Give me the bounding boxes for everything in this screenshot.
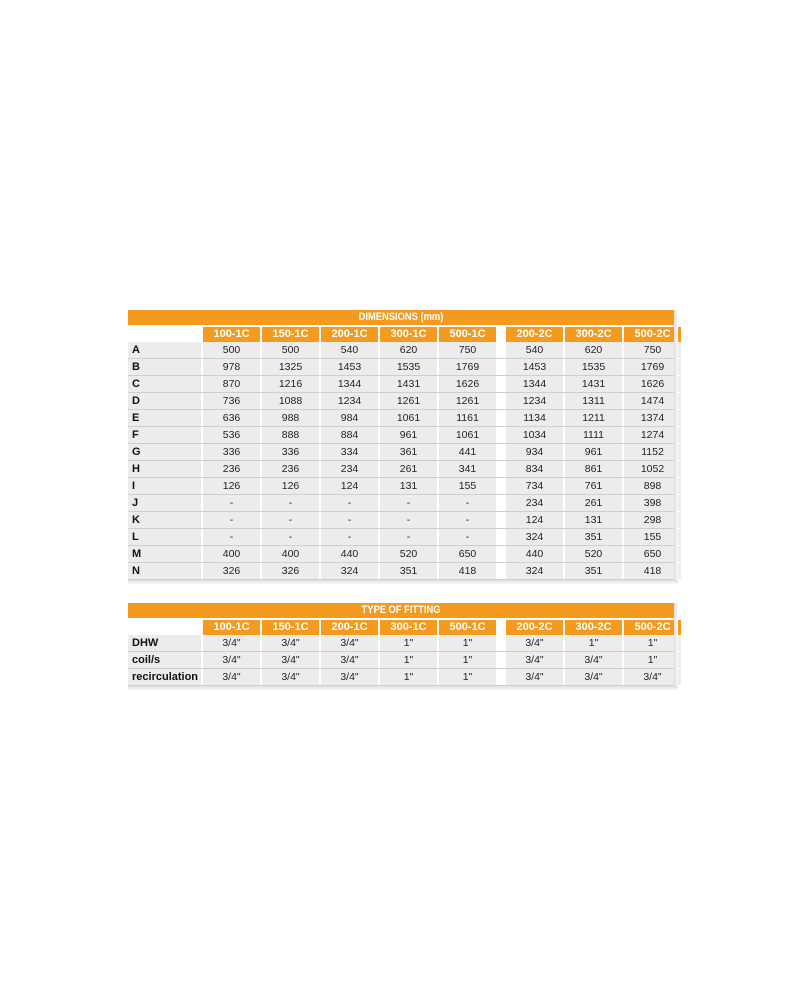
column-gap (496, 635, 504, 651)
table-cell: 1161 (439, 410, 496, 426)
table-row (128, 461, 674, 478)
table-cell: 984 (321, 410, 378, 426)
table-cell: 1325 (262, 359, 319, 375)
table-cell: 131 (380, 478, 437, 494)
table-row (128, 635, 674, 652)
fitting-table (128, 603, 674, 686)
table-cell: 1261 (380, 393, 437, 409)
table-cell: 620 (565, 342, 622, 358)
column-header: 200-2C (506, 620, 563, 635)
table-cell: 520 (380, 546, 437, 562)
table-cell: 3/4" (321, 652, 378, 668)
table-cell: 3/4" (203, 652, 260, 668)
table-cell: 834 (506, 461, 563, 477)
table-cell: 400 (203, 546, 260, 562)
table-cell: 1088 (262, 393, 319, 409)
table-cell: 341 (439, 461, 496, 477)
table-row (128, 393, 674, 410)
column-gap (496, 461, 504, 477)
dimensions-body (128, 342, 674, 580)
table-cell: 1" (439, 652, 496, 668)
table-cell: 898 (624, 478, 681, 494)
table-cell: 536 (203, 427, 260, 443)
column-gap (496, 563, 504, 579)
table-cell: 1474 (624, 393, 681, 409)
table-row (128, 478, 674, 495)
table-row (128, 376, 674, 393)
table-cell: 236 (203, 461, 260, 477)
table-cell: 400 (262, 546, 319, 562)
table-cell: - (262, 529, 319, 545)
row-label: J (128, 495, 201, 511)
table-cell: 870 (203, 376, 260, 392)
column-gap (496, 478, 504, 494)
row-label: coil/s (128, 652, 201, 668)
row-label: recirculation (128, 669, 201, 685)
table-cell: 351 (380, 563, 437, 579)
table-cell: 3/4" (565, 652, 622, 668)
table-cell: - (203, 529, 260, 545)
table-cell: 418 (439, 563, 496, 579)
table-cell: 1374 (624, 410, 681, 426)
column-gap (496, 529, 504, 545)
table-cell: 1" (439, 635, 496, 651)
table-cell: 750 (624, 342, 681, 358)
table-cell: - (203, 495, 260, 511)
column-header: 500-1C (439, 327, 496, 342)
column-header: 150-1C (262, 327, 319, 342)
column-header: 300-1C (380, 327, 437, 342)
column-gap (496, 495, 504, 511)
table-cell: 234 (506, 495, 563, 511)
table-cell: 761 (565, 478, 622, 494)
table-cell: - (380, 495, 437, 511)
table-row (128, 669, 674, 686)
table-cell: 1535 (380, 359, 437, 375)
column-gap (496, 393, 504, 409)
table-cell: 124 (506, 512, 563, 528)
column-gap (496, 620, 504, 635)
table-cell: 1431 (565, 376, 622, 392)
table-cell: 324 (321, 563, 378, 579)
table-cell: 3/4" (321, 635, 378, 651)
header-corner (128, 620, 201, 635)
table-cell: - (321, 512, 378, 528)
table-cell: 1" (624, 635, 681, 651)
column-gap (496, 359, 504, 375)
table-cell: 520 (565, 546, 622, 562)
table-cell: 334 (321, 444, 378, 460)
table-cell: 3/4" (203, 669, 260, 685)
table-cell: 1453 (321, 359, 378, 375)
table-shadow (674, 310, 678, 584)
table-cell: 351 (565, 529, 622, 545)
table-cell: 734 (506, 478, 563, 494)
dimensions-title-bar (128, 310, 674, 325)
fitting-body (128, 635, 674, 686)
table-row (128, 427, 674, 444)
column-header: 500-2C (624, 620, 681, 635)
table-cell: 1769 (439, 359, 496, 375)
table-cell: 1211 (565, 410, 622, 426)
table-cell: 1535 (565, 359, 622, 375)
table-cell: 3/4" (506, 669, 563, 685)
table-cell: 298 (624, 512, 681, 528)
table-cell: 1152 (624, 444, 681, 460)
table-cell: 1" (380, 669, 437, 685)
row-label: DHW (128, 635, 201, 651)
table-cell: 3/4" (262, 635, 319, 651)
column-header: 300-2C (565, 327, 622, 342)
table-cell: 1052 (624, 461, 681, 477)
row-label: B (128, 359, 201, 375)
table-cell: 1261 (439, 393, 496, 409)
table-cell: 361 (380, 444, 437, 460)
table-cell: 1111 (565, 427, 622, 443)
table-row (128, 359, 674, 376)
table-cell: 3/4" (506, 652, 563, 668)
table-cell: 155 (624, 529, 681, 545)
table-cell: 324 (506, 529, 563, 545)
column-header: 300-1C (380, 620, 437, 635)
row-label: E (128, 410, 201, 426)
table-cell: 336 (203, 444, 260, 460)
column-header: 150-1C (262, 620, 319, 635)
row-label: I (128, 478, 201, 494)
table-cell: 326 (262, 563, 319, 579)
table-cell: 336 (262, 444, 319, 460)
header-corner (128, 327, 201, 342)
column-gap (496, 327, 504, 342)
table-row (128, 563, 674, 580)
table-cell: 324 (506, 563, 563, 579)
column-header: 500-2C (624, 327, 681, 342)
column-gap (496, 342, 504, 358)
column-header: 200-2C (506, 327, 563, 342)
table-cell: 540 (321, 342, 378, 358)
table-cell: 888 (262, 427, 319, 443)
table-cell: 326 (203, 563, 260, 579)
table-cell: 1626 (439, 376, 496, 392)
table-cell: 1061 (439, 427, 496, 443)
table-cell: 155 (439, 478, 496, 494)
table-cell: 3/4" (624, 669, 681, 685)
table-row (128, 652, 674, 669)
table-cell: 3/4" (262, 669, 319, 685)
row-label: A (128, 342, 201, 358)
row-label: F (128, 427, 201, 443)
dimensions-header-row (128, 327, 674, 342)
column-header: 100-1C (203, 327, 260, 342)
table-cell: 1234 (506, 393, 563, 409)
table-cell: 3/4" (262, 652, 319, 668)
table-cell: 978 (203, 359, 260, 375)
table-cell: 1344 (506, 376, 563, 392)
row-label: K (128, 512, 201, 528)
column-gap (496, 652, 504, 668)
fitting-header-row (128, 620, 674, 635)
table-cell: 988 (262, 410, 319, 426)
column-gap (496, 427, 504, 443)
table-row (128, 546, 674, 563)
table-cell: 126 (262, 478, 319, 494)
table-cell: 934 (506, 444, 563, 460)
table-cell: 124 (321, 478, 378, 494)
column-gap (496, 669, 504, 685)
table-cell: 1" (624, 652, 681, 668)
fitting-title-bar (128, 603, 674, 618)
column-gap (496, 410, 504, 426)
table-cell: 650 (624, 546, 681, 562)
table-cell: 3/4" (321, 669, 378, 685)
table-cell: 636 (203, 410, 260, 426)
table-cell: 351 (565, 563, 622, 579)
table-row (128, 512, 674, 529)
table-cell: - (321, 495, 378, 511)
table-cell: 1274 (624, 427, 681, 443)
table-cell: 234 (321, 461, 378, 477)
table-shadow-bottom (128, 580, 678, 584)
table-cell: 441 (439, 444, 496, 460)
table-cell: - (439, 529, 496, 545)
row-label: D (128, 393, 201, 409)
column-gap (496, 444, 504, 460)
table-cell: 236 (262, 461, 319, 477)
table-cell: - (262, 512, 319, 528)
row-label: H (128, 461, 201, 477)
table-cell: 1626 (624, 376, 681, 392)
table-cell: 1061 (380, 410, 437, 426)
table-cell: 884 (321, 427, 378, 443)
column-gap (496, 376, 504, 392)
table-cell: 961 (565, 444, 622, 460)
table-cell: - (321, 529, 378, 545)
table-row (128, 495, 674, 512)
table-cell: 440 (506, 546, 563, 562)
table-cell: 126 (203, 478, 260, 494)
table-cell: 1134 (506, 410, 563, 426)
table-shadow (674, 603, 678, 690)
table-cell: - (203, 512, 260, 528)
table-cell: 131 (565, 512, 622, 528)
table-cell: 261 (380, 461, 437, 477)
column-gap (496, 546, 504, 562)
fitting-title: TYPE OF FITTING (169, 603, 633, 618)
row-label: L (128, 529, 201, 545)
table-cell: 1431 (380, 376, 437, 392)
dimensions-table (128, 310, 674, 580)
table-cell: - (380, 512, 437, 528)
table-cell: 398 (624, 495, 681, 511)
table-cell: 540 (506, 342, 563, 358)
table-cell: 650 (439, 546, 496, 562)
table-cell: 500 (203, 342, 260, 358)
table-row (128, 410, 674, 427)
table-cell: - (262, 495, 319, 511)
row-label: N (128, 563, 201, 579)
table-cell: 961 (380, 427, 437, 443)
table-row (128, 529, 674, 546)
table-cell: 1769 (624, 359, 681, 375)
table-cell: 1453 (506, 359, 563, 375)
table-cell: 1234 (321, 393, 378, 409)
table-cell: 1311 (565, 393, 622, 409)
table-cell: 440 (321, 546, 378, 562)
column-header: 500-1C (439, 620, 496, 635)
column-gap (496, 512, 504, 528)
dimensions-title: DIMENSIONS (mm) (169, 310, 633, 325)
row-label: M (128, 546, 201, 562)
table-cell: 736 (203, 393, 260, 409)
row-label: G (128, 444, 201, 460)
table-cell: 3/4" (565, 669, 622, 685)
table-cell: 1034 (506, 427, 563, 443)
table-cell: 3/4" (506, 635, 563, 651)
table-cell: 418 (624, 563, 681, 579)
table-cell: 861 (565, 461, 622, 477)
table-cell: - (439, 495, 496, 511)
row-label: C (128, 376, 201, 392)
column-header: 200-1C (321, 327, 378, 342)
table-cell: 1" (565, 635, 622, 651)
table-cell: 620 (380, 342, 437, 358)
table-cell: 3/4" (203, 635, 260, 651)
column-header: 200-1C (321, 620, 378, 635)
table-row (128, 444, 674, 461)
table-shadow-bottom (128, 686, 678, 690)
table-cell: 1" (380, 635, 437, 651)
table-cell: 1344 (321, 376, 378, 392)
table-cell: - (380, 529, 437, 545)
table-cell: 1216 (262, 376, 319, 392)
table-cell: 1" (439, 669, 496, 685)
table-row (128, 342, 674, 359)
table-cell: 1" (380, 652, 437, 668)
column-header: 300-2C (565, 620, 622, 635)
table-cell: 261 (565, 495, 622, 511)
column-header: 100-1C (203, 620, 260, 635)
table-cell: - (439, 512, 496, 528)
table-cell: 750 (439, 342, 496, 358)
table-cell: 500 (262, 342, 319, 358)
